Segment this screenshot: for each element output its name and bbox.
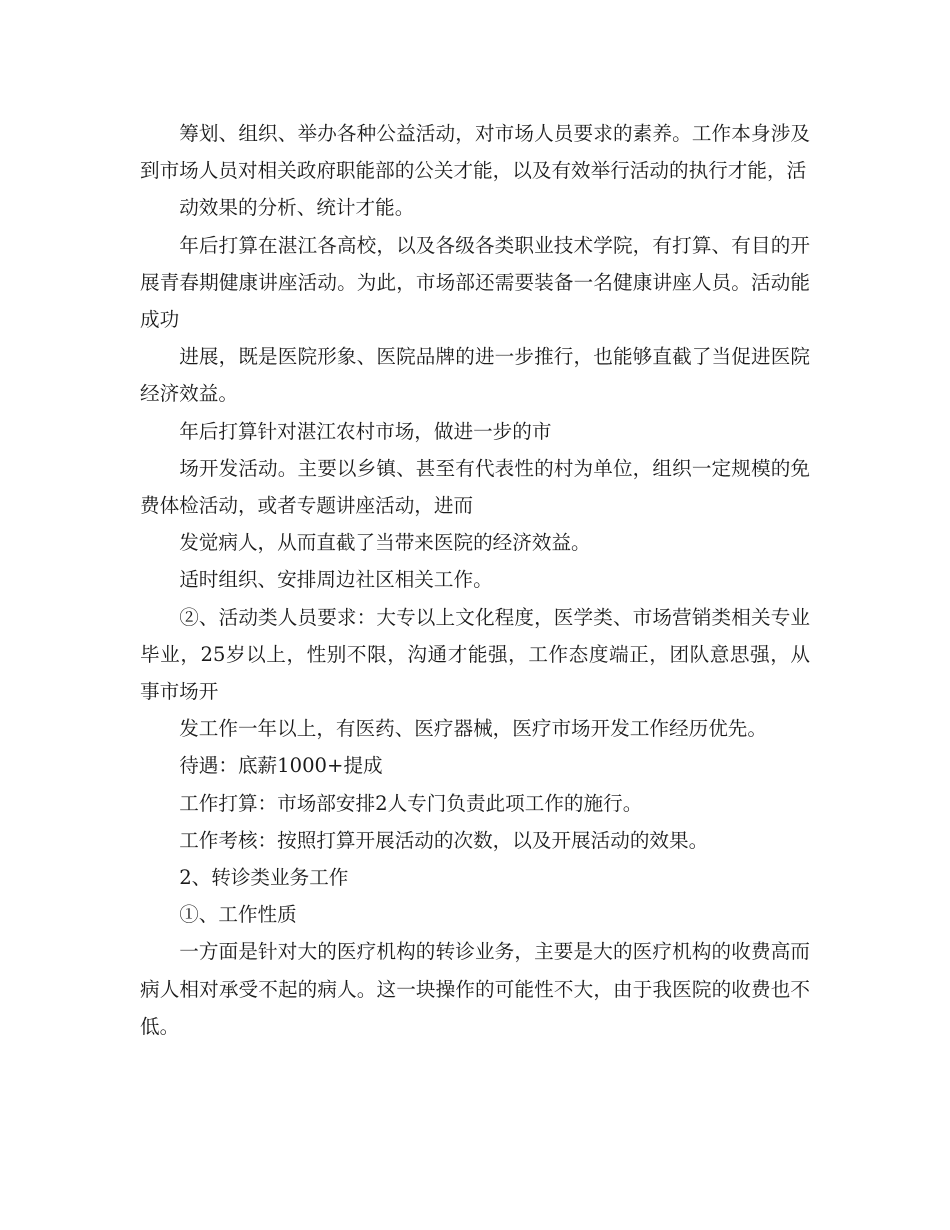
paragraph: 待遇：底薪1000+提成 (179, 754, 383, 778)
paragraph: 一方面是针对大的医疗机构的转诊业务，主要是大的医疗机构的收费高而病人相对承受不起的病人。这一块操作的可能性不大，由于我医院的收费也不低。 (140, 940, 810, 1038)
paragraph: ②、活动类人员要求：大专以上文化程度，医学类、市场营销类相关专业毕业，25岁以上，性别不限，沟通才能强，工作态度端正，团队意思强，从事市场开 (140, 605, 810, 704)
paragraph: 工作考核：按照打算开展活动的次数，以及开展活动的效果。 (179, 828, 709, 852)
paragraph: 工作打算：市场部安排2人专门负责此项工作的施行。 (179, 791, 643, 815)
paragraph: 适时组织、安排周边社区相关工作。 (179, 568, 493, 592)
paragraph: 发觉病人，从而直截了当带来医院的经济效益。 (179, 531, 591, 555)
subsection-heading: ①、工作性质 (179, 903, 297, 927)
document-body (140, 115, 810, 1045)
paragraph: 场开发活动。主要以乡镇、甚至有代表性的村为单位，组织一定规模的免费体检活动，或者专题讲座活动，进而 (140, 456, 810, 518)
paragraph: 年后打算在湛江各高校，以及各级各类职业技术学院，有打算、有目的开展青春期健康讲座活动。为此，市场部还需要装备一名健康讲座人员。活动能成功 (140, 233, 810, 332)
paragraph: 动效果的分析、统计才能。 (179, 196, 415, 220)
paragraph: 进展，既是医院形象、医院品牌的进一步推行，也能够直截了当促进医院经济效益。 (140, 345, 810, 406)
paragraph: 筹划、组织、举办各种公益活动，对市场人员要求的素养。工作本身涉及到市场人员对相关政府职能部的公关才能，以及有效举行活动的执行才能，活 (140, 122, 810, 183)
section-heading: 2、转诊类业务工作 (179, 866, 349, 890)
paragraph: 年后打算针对湛江农村市场，做进一步的市 (179, 419, 552, 443)
paragraph: 发工作一年以上，有医药、医疗器械，医疗市场开发工作经历优先。 (179, 717, 767, 741)
